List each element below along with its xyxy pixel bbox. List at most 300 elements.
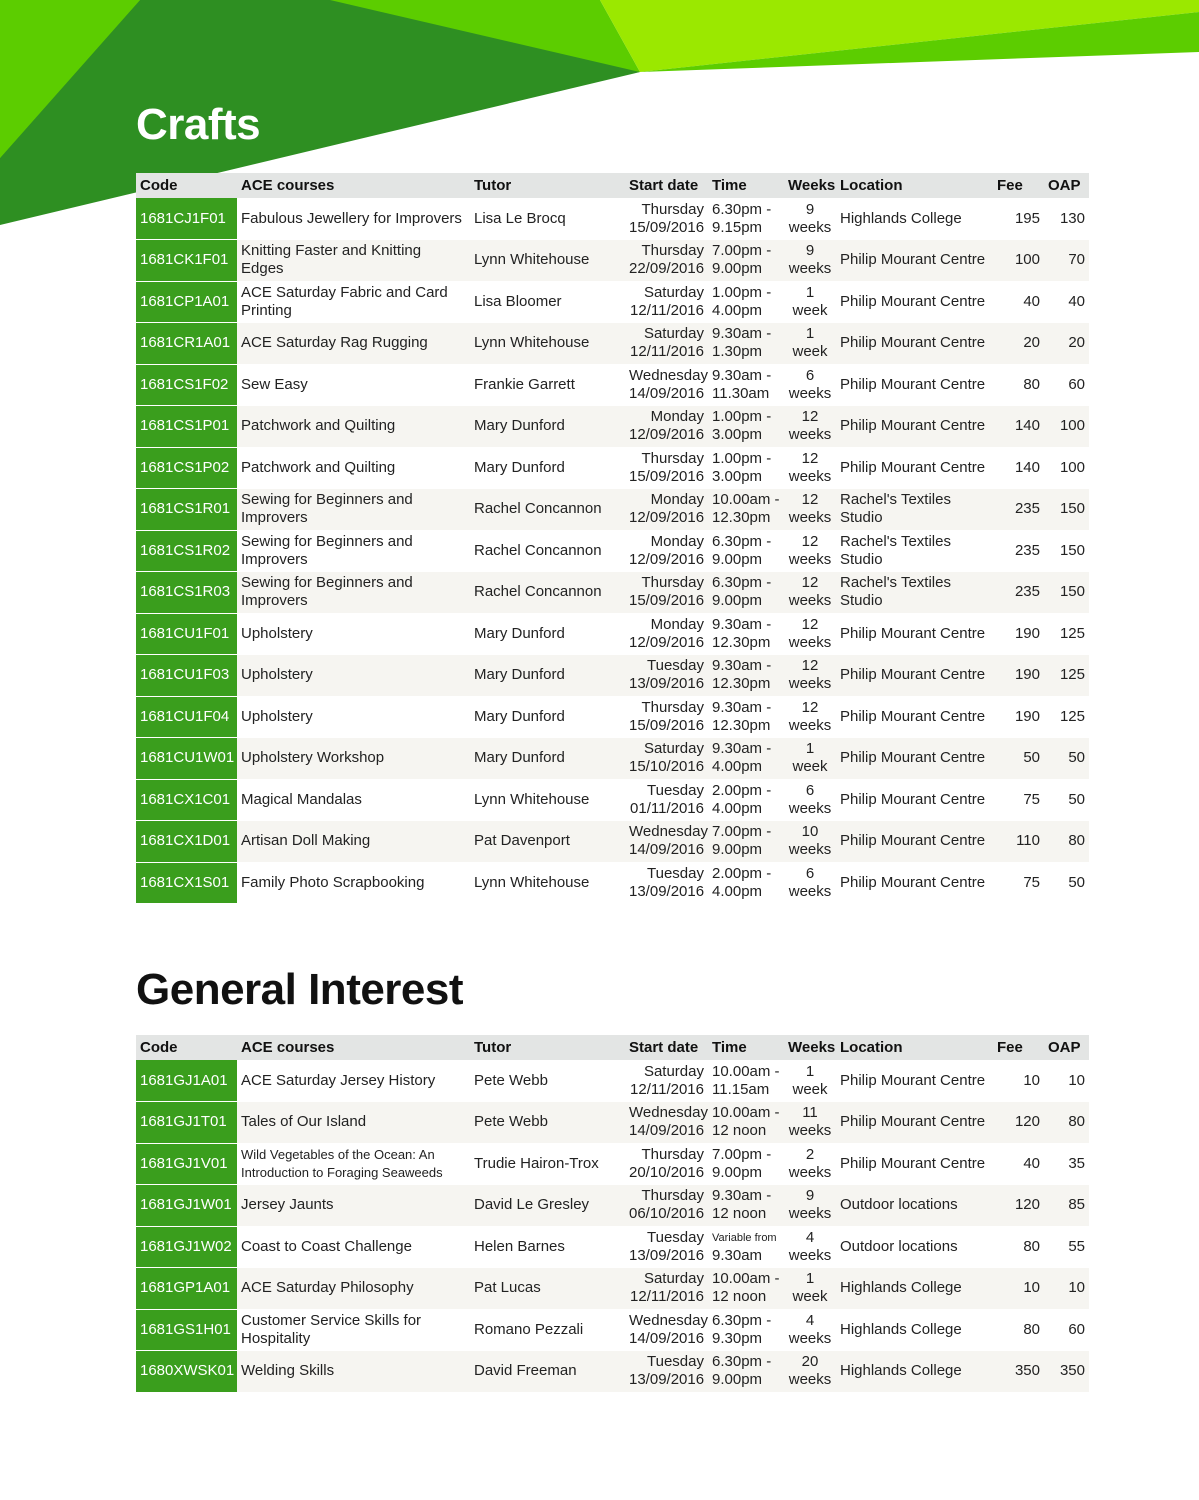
course-weeks-line-1: 6	[805, 366, 815, 384]
column-header-location: Location	[836, 1035, 993, 1060]
session-time	[708, 655, 784, 697]
start-date	[625, 489, 708, 531]
start-date-line-2: 12/09/2016	[629, 550, 705, 568]
course-weeks-line-2: weeks	[788, 1163, 832, 1181]
session-time	[708, 364, 784, 406]
session-time-line-2: 9.15pm	[712, 218, 763, 236]
course-weeks-line-2: weeks	[788, 1329, 832, 1347]
course-fee: 20	[993, 323, 1044, 365]
start-date-line-2: 01/11/2016	[630, 799, 704, 817]
course-name: Welding Skills	[237, 1351, 470, 1393]
session-time	[708, 447, 784, 489]
tutor-name: Rachel Concannon	[474, 541, 602, 559]
course-weeks-line-1: 12	[801, 574, 819, 592]
course-weeks-line-1: 12	[801, 408, 819, 426]
column-header-start-date: Start date	[625, 1035, 708, 1060]
column-header-course: ACE courses	[237, 173, 470, 198]
table-row	[136, 1102, 1089, 1144]
session-time	[708, 240, 784, 282]
start-date-line-2: 15/09/2016	[629, 592, 705, 610]
start-date-line-1: Saturday	[643, 740, 704, 758]
session-time-line-2: 12.30pm	[712, 633, 771, 651]
session-time	[708, 406, 784, 448]
course-oap-fee: 80	[1044, 821, 1089, 863]
start-date-line-1: Saturday	[643, 1062, 704, 1080]
course-weeks-line-2: weeks	[788, 675, 832, 693]
start-date	[625, 323, 708, 365]
course-name: Tales of Our Island	[237, 1102, 470, 1144]
course-code: 1681CX1C01	[136, 779, 237, 821]
start-date-line-2: 15/10/2016	[629, 758, 705, 776]
course-name: Artisan Doll Making	[237, 821, 470, 863]
course-fee: 110	[993, 821, 1044, 863]
course-name: Sewing for Beginners and Improvers	[237, 572, 470, 614]
course-weeks-line-1: 4	[805, 1228, 815, 1246]
tutor-name: Pat Davenport	[470, 821, 625, 863]
course-oap-fee: 150	[1059, 541, 1085, 559]
start-date	[625, 696, 708, 738]
course-oap-fee: 125	[1059, 624, 1085, 642]
tutor-name: Lynn Whitehouse	[470, 323, 625, 365]
table-row	[136, 696, 1089, 738]
start-date-line-1: Thursday	[641, 574, 704, 592]
session-time-line-1: 9.30am -	[712, 1187, 772, 1205]
tutor-name: David Le Gresley	[470, 1185, 625, 1227]
course-weeks-line-1: 12	[801, 532, 819, 550]
start-date-line-1: Monday	[650, 491, 704, 509]
start-date-line-1: Thursday	[641, 200, 704, 218]
session-time-line-2: 4.00pm	[712, 301, 763, 319]
start-date	[625, 821, 708, 863]
session-time	[708, 1309, 784, 1351]
session-time-line-1: 2.00pm -	[712, 864, 772, 882]
session-time-line-2: 4.00pm	[712, 758, 763, 776]
session-time-line-2: 9.00pm	[712, 260, 763, 278]
session-time	[708, 613, 784, 655]
crafts-section-title: Crafts	[136, 100, 261, 149]
general-interest-table-body	[136, 1060, 1089, 1392]
course-weeks-line-2: weeks	[788, 260, 832, 278]
course-location: Philip Mourant Centre	[836, 323, 993, 365]
column-header-time: Time	[708, 173, 784, 198]
session-time-line-1: 10.00am -	[712, 1104, 780, 1122]
start-date-line-1: Thursday	[641, 242, 704, 260]
table-row	[136, 655, 1089, 697]
session-time-line-2: 12 noon	[712, 1288, 767, 1306]
table-row	[136, 613, 1089, 655]
course-location: Philip Mourant Centre	[840, 292, 986, 310]
session-time-line-2: 9.00pm	[712, 592, 763, 610]
course-location: Philip Mourant Centre	[840, 790, 986, 808]
start-date	[625, 281, 708, 323]
session-time-line-1: 7.00pm -	[712, 823, 772, 841]
course-weeks-line-2: weeks	[788, 550, 832, 568]
course-oap-fee: 70	[1044, 240, 1089, 282]
session-time-line-1: 7.00pm -	[712, 242, 772, 260]
course-fee: 75	[1023, 873, 1040, 891]
session-time	[708, 821, 784, 863]
start-date-line-2: 12/11/2016	[630, 343, 704, 361]
session-time-line-2: 12.30pm	[712, 509, 771, 527]
start-date-line-2: 13/09/2016	[629, 882, 705, 900]
course-location: Philip Mourant Centre	[836, 821, 993, 863]
course-name: Upholstery	[241, 707, 313, 725]
table-row	[136, 738, 1089, 780]
session-time-line-2: 11.30am	[712, 384, 770, 402]
course-name: Upholstery Workshop	[237, 738, 470, 780]
course-fee: 140	[1014, 458, 1040, 476]
table-row	[136, 406, 1089, 448]
column-header-weeks: Weeks	[784, 173, 836, 198]
start-date	[625, 738, 708, 780]
course-weeks: 1 week	[784, 1268, 836, 1310]
start-date-line-1: Thursday	[641, 1145, 704, 1163]
start-date-line-1: Tuesday	[647, 1228, 704, 1246]
course-weeks: 1 week	[784, 323, 836, 365]
course-oap-fee: 20	[1044, 323, 1089, 365]
session-time-line-2: 3.00pm	[712, 467, 763, 485]
tutor-name: Pete Webb	[474, 1071, 548, 1089]
course-oap-fee: 150	[1044, 572, 1089, 614]
course-name: Knitting Faster and Knitting Edges	[237, 240, 470, 282]
course-fee: 235	[1014, 541, 1040, 559]
course-name: Patchwork and Quilting	[237, 406, 470, 448]
session-time	[708, 696, 784, 738]
table-row	[136, 489, 1089, 531]
course-oap-fee: 10	[1068, 1071, 1085, 1089]
course-oap-fee: 40	[1068, 292, 1085, 310]
column-header-oap: OAP	[1044, 1035, 1089, 1060]
course-weeks	[784, 1102, 836, 1144]
course-location: Highlands College	[840, 209, 962, 227]
course-weeks-line-1: 12	[801, 449, 819, 467]
start-date-line-1: Tuesday	[647, 781, 704, 799]
course-name: Fabulous Jewellery for Improvers	[241, 209, 462, 227]
session-time-line-1: 9.30am -	[712, 325, 772, 343]
tutor-name: Lisa Bloomer	[474, 292, 562, 310]
course-fee: 75	[1023, 790, 1040, 808]
tutor-name: Mary Dunford	[474, 707, 565, 725]
course-weeks-line-2: weeks	[788, 633, 832, 651]
session-time-line-2: 4.00pm	[712, 882, 763, 900]
tutor-name: Rachel Concannon	[470, 489, 625, 531]
course-location: Highlands College	[840, 1320, 962, 1338]
tutor-name: Rachel Concannon	[470, 572, 625, 614]
course-weeks-line-1: 20	[801, 1353, 819, 1371]
start-date-line-2: 12/11/2016	[630, 301, 704, 319]
session-time-line-1: 9.30am -	[712, 698, 772, 716]
start-date-line-2: 13/09/2016	[629, 1371, 705, 1389]
course-oap-fee: 35	[1068, 1154, 1085, 1172]
course-weeks-line-2: weeks	[788, 1371, 832, 1389]
course-weeks	[784, 862, 836, 904]
start-date	[625, 779, 708, 821]
course-weeks	[784, 489, 836, 531]
start-date-line-1: Monday	[650, 532, 704, 550]
course-oap-fee: 50	[1068, 873, 1085, 891]
session-time	[708, 1102, 784, 1144]
course-location: Highlands College	[836, 1268, 993, 1310]
course-code: 1681GJ1A01	[136, 1060, 237, 1102]
course-weeks	[784, 572, 836, 614]
course-code: 1681CS1P02	[136, 447, 237, 489]
course-name: Sew Easy	[241, 375, 308, 393]
course-weeks	[784, 447, 836, 489]
tutor-name: Mary Dunford	[474, 458, 565, 476]
session-time	[708, 281, 784, 323]
course-fee: 120	[993, 1102, 1044, 1144]
session-time	[708, 572, 784, 614]
course-weeks	[784, 1309, 836, 1351]
column-header-tutor: Tutor	[470, 173, 625, 198]
session-time-line-1: 6.30pm -	[712, 532, 772, 550]
tutor-name: Pat Lucas	[470, 1268, 625, 1310]
column-header-fee: Fee	[993, 1035, 1044, 1060]
start-date-line-2: 12/11/2016	[630, 1288, 704, 1306]
course-weeks-line-2: weeks	[788, 1205, 832, 1223]
course-weeks-line-1: 12	[801, 491, 819, 509]
course-weeks	[784, 1143, 836, 1185]
start-date-line-2: 14/09/2016	[629, 841, 705, 859]
session-time-line-2: 1.30pm	[712, 343, 763, 361]
tutor-name: David Freeman	[470, 1351, 625, 1393]
session-time-line-1: 6.30pm -	[712, 574, 772, 592]
column-header-start-date: Start date	[625, 173, 708, 198]
course-weeks-line-1: 6	[805, 781, 815, 799]
course-location: Philip Mourant Centre	[840, 624, 986, 642]
start-date	[625, 1102, 708, 1144]
start-date-line-1: Wednesday	[629, 1104, 708, 1122]
crafts-table-body	[136, 198, 1089, 904]
course-fee: 10	[1023, 1071, 1040, 1089]
session-time-line-2: 4.00pm	[712, 799, 763, 817]
session-time-line-2: 9.00pm	[712, 1371, 763, 1389]
course-weeks-line-1: 6	[805, 864, 815, 882]
course-code: 1681CP1A01	[136, 281, 237, 323]
session-time-line-1: 10.00am -	[712, 1062, 780, 1080]
tutor-name: Lynn Whitehouse	[474, 790, 590, 808]
start-date-line-2: 20/10/2016	[629, 1163, 705, 1181]
session-time-line-1: 10.00am -	[712, 1270, 780, 1288]
course-location: Rachel's Textiles Studio	[840, 532, 951, 568]
tutor-name: Mary Dunford	[470, 738, 625, 780]
course-weeks	[784, 406, 836, 448]
session-time-line-2: 12.30pm	[712, 675, 771, 693]
course-weeks-line-2: weeks	[788, 426, 832, 444]
course-name: Wild Vegetables of the Ocean: An Introduction to Foraging Seaweeds	[241, 1146, 443, 1180]
start-date	[625, 240, 708, 282]
course-oap-fee: 50	[1068, 790, 1085, 808]
course-code: 1681GJ1W02	[136, 1226, 237, 1268]
course-oap-fee: 150	[1044, 489, 1089, 531]
course-weeks-line-2: weeks	[788, 882, 832, 900]
session-time-line-2: 3.00pm	[712, 426, 763, 444]
course-location: Philip Mourant Centre	[836, 738, 993, 780]
column-header-code: Code	[136, 173, 237, 198]
course-oap-fee: 100	[1059, 458, 1085, 476]
tutor-name: Lynn Whitehouse	[470, 240, 625, 282]
course-weeks	[784, 1351, 836, 1393]
tutor-name: Mary Dunford	[470, 655, 625, 697]
start-date	[625, 530, 708, 572]
course-oap-fee: 60	[1068, 375, 1085, 393]
course-name: ACE Saturday Jersey History	[241, 1071, 436, 1089]
start-date	[625, 1185, 708, 1227]
session-time-line-1: Variable from	[712, 1231, 777, 1244]
column-header-time: Time	[708, 1035, 784, 1060]
table-row	[136, 1185, 1089, 1227]
course-weeks	[784, 364, 836, 406]
course-oap-fee: 85	[1044, 1185, 1089, 1227]
course-fee: 120	[993, 1185, 1044, 1227]
session-time	[708, 323, 784, 365]
session-time-line-1: 6.30pm -	[712, 200, 772, 218]
course-weeks: 1 week	[792, 1062, 828, 1098]
course-oap-fee: 350	[1044, 1351, 1089, 1393]
course-fee: 80	[1023, 1237, 1040, 1255]
course-weeks	[784, 1226, 836, 1268]
tutor-name: Trudie Hairon-Trox	[474, 1154, 599, 1172]
course-code: 1681GJ1T01	[136, 1102, 237, 1144]
course-code: 1681CX1D01	[136, 821, 237, 863]
course-weeks-line-1: 12	[801, 657, 819, 675]
course-oap-fee: 55	[1068, 1237, 1085, 1255]
tutor-name: Frankie Garrett	[474, 375, 575, 393]
session-time-line-2: 12.30pm	[712, 716, 771, 734]
start-date-line-1: Tuesday	[647, 657, 704, 675]
course-name: Sewing for Beginners and Improvers	[241, 532, 413, 568]
course-code: 1681CS1F02	[136, 364, 237, 406]
session-time-line-1: 1.00pm -	[712, 408, 772, 426]
column-header-code: Code	[136, 1035, 237, 1060]
table-row	[136, 1143, 1089, 1185]
general-interest-course-table	[136, 1035, 1089, 1393]
session-time-line-2: 9.00pm	[712, 1163, 763, 1181]
course-weeks	[784, 779, 836, 821]
course-weeks-line-2: weeks	[788, 218, 832, 236]
table-row	[136, 530, 1089, 572]
course-weeks-line-1: 9	[805, 1187, 815, 1205]
course-weeks	[784, 696, 836, 738]
course-code: 1681CU1W01	[136, 738, 237, 780]
course-fee: 190	[993, 655, 1044, 697]
start-date-line-1: Wednesday	[629, 366, 708, 384]
course-oap-fee: 125	[1059, 707, 1085, 725]
table-row	[136, 1268, 1089, 1310]
start-date	[625, 572, 708, 614]
course-weeks-line-2: weeks	[788, 799, 832, 817]
tutor-name: Pete Webb	[470, 1102, 625, 1144]
course-code: 1681GJ1V01	[136, 1143, 237, 1185]
tutor-name: Mary Dunford	[470, 406, 625, 448]
course-code: 1681CU1F04	[136, 696, 237, 738]
column-header-tutor: Tutor	[470, 1035, 625, 1060]
course-fee: 195	[1014, 209, 1040, 227]
course-code: 1681CS1R03	[136, 572, 237, 614]
course-location: Philip Mourant Centre	[836, 240, 993, 282]
session-time-line-2: 11.15am	[712, 1080, 770, 1098]
course-name: Coast to Coast Challenge	[241, 1237, 412, 1255]
column-header-fee: Fee	[993, 173, 1044, 198]
course-code: 1681CS1R02	[136, 530, 237, 572]
course-oap-fee: 125	[1044, 655, 1089, 697]
course-weeks	[784, 613, 836, 655]
course-weeks: 1 week	[784, 738, 836, 780]
session-time-line-1: 1.00pm -	[712, 449, 772, 467]
start-date-line-1: Thursday	[641, 698, 704, 716]
course-location: Philip Mourant Centre	[840, 707, 986, 725]
session-time	[708, 862, 784, 904]
session-time	[708, 1268, 784, 1310]
course-fee: 80	[1023, 375, 1040, 393]
course-fee: 190	[1014, 624, 1040, 642]
course-code: 1681CU1F01	[136, 613, 237, 655]
session-time-line-2: 9.00pm	[712, 841, 763, 859]
session-time	[708, 1060, 784, 1102]
course-code: 1681GP1A01	[136, 1268, 237, 1310]
general-interest-section-title: General Interest	[136, 965, 464, 1014]
course-fee: 140	[993, 406, 1044, 448]
course-weeks-line-2: weeks	[788, 841, 832, 859]
table-row	[136, 1226, 1089, 1268]
start-date-line-2: 14/09/2016	[629, 1122, 705, 1140]
session-time	[708, 489, 784, 531]
course-location: Highlands College	[836, 1351, 993, 1393]
course-code: 1681CS1P01	[136, 406, 237, 448]
table-row	[136, 1309, 1089, 1351]
start-date	[625, 198, 708, 240]
course-fee: 190	[1014, 707, 1040, 725]
course-weeks-line-2: weeks	[788, 467, 832, 485]
start-date-line-2: 22/09/2016	[629, 260, 705, 278]
start-date-line-1: Saturday	[643, 283, 704, 301]
course-weeks-line-1: 11	[802, 1104, 818, 1122]
start-date-line-2: 14/09/2016	[629, 1329, 705, 1347]
course-weeks	[784, 655, 836, 697]
course-weeks-line-2: weeks	[788, 384, 832, 402]
session-time	[708, 198, 784, 240]
start-date-line-2: 12/09/2016	[629, 509, 705, 527]
table-row	[136, 323, 1089, 365]
start-date-line-1: Saturday	[643, 1270, 704, 1288]
course-location: Outdoor locations	[840, 1237, 958, 1255]
table-row	[136, 821, 1089, 863]
course-location: Philip Mourant Centre	[840, 375, 986, 393]
tutor-name: Lisa Le Brocq	[474, 209, 566, 227]
start-date-line-1: Tuesday	[647, 864, 704, 882]
course-code: 1681CK1F01	[136, 240, 237, 282]
course-weeks-line-1: 4	[805, 1311, 815, 1329]
session-time	[708, 1226, 784, 1268]
course-name: ACE Saturday Fabric and Card Printing	[241, 283, 448, 319]
table-row	[136, 572, 1089, 614]
start-date-line-1: Monday	[650, 615, 704, 633]
start-date	[625, 1226, 708, 1268]
course-weeks-line-1: 9	[805, 200, 815, 218]
tutor-name: Lynn Whitehouse	[474, 873, 590, 891]
session-time-line-1: 1.00pm -	[712, 283, 772, 301]
course-oap-fee: 50	[1044, 738, 1089, 780]
crafts-course-table	[136, 173, 1089, 904]
course-weeks	[784, 1185, 836, 1227]
tutor-name: Romano Pezzali	[474, 1320, 584, 1338]
course-code: 1681CJ1F01	[136, 198, 237, 240]
session-time-line-2: 9.00pm	[712, 550, 763, 568]
course-location: Philip Mourant Centre	[840, 873, 986, 891]
course-fee: 235	[993, 489, 1044, 531]
session-time-line-1: 9.30am -	[712, 366, 772, 384]
course-fee: 40	[1023, 292, 1040, 310]
